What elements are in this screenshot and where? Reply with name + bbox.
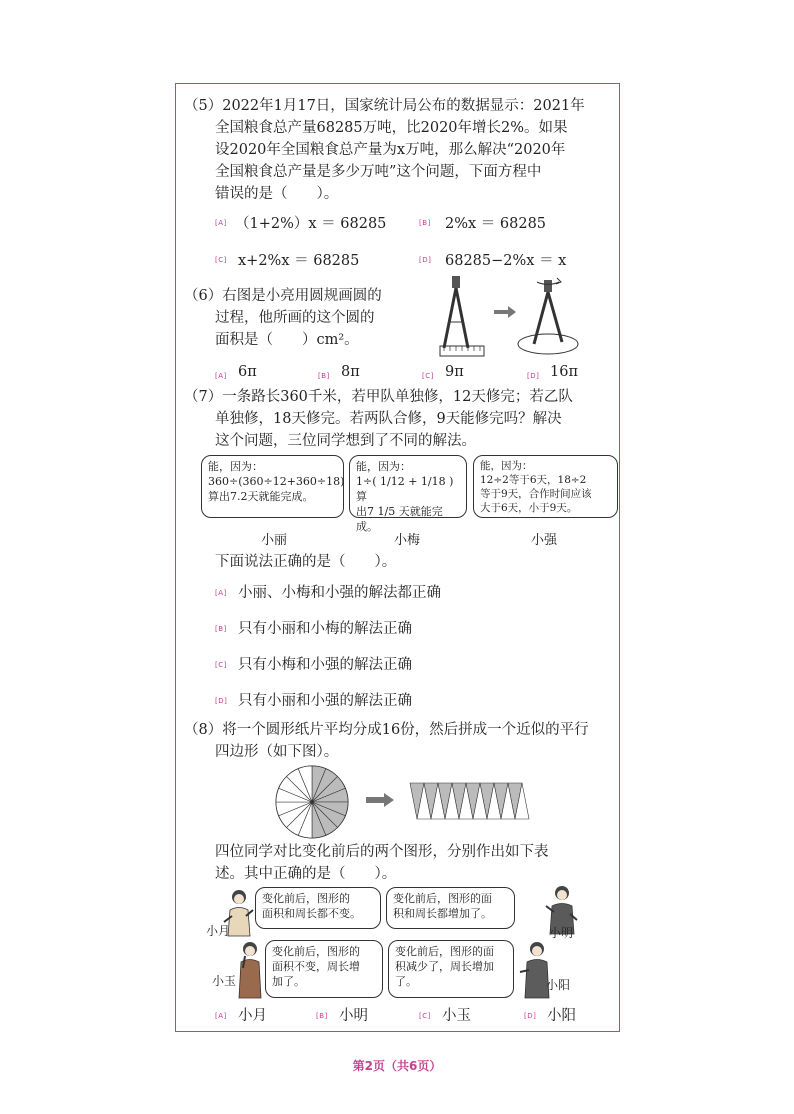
q8-bubble-xiaoyang — [388, 940, 514, 998]
compass-illustration — [438, 272, 608, 362]
bubble-line: 加了。 — [272, 975, 305, 988]
q7-option-d-tag: [D] — [215, 697, 228, 705]
q8-option-b[interactable]: 小明 — [339, 1008, 368, 1024]
q8-bubble-xiaoyue — [255, 887, 381, 929]
name-xiaoli: 小丽 — [261, 533, 288, 548]
bubble-line: 1÷( 1/12 + 1/18 )算 — [356, 475, 454, 503]
q5-option-b[interactable]: 2%x ＝ 68285 — [445, 216, 547, 232]
sectored-circle — [276, 766, 348, 838]
q7-line-2: 单独修，18天修完。若两队合修，9天能修完吗？解决 — [215, 411, 562, 427]
q5-line-3: 设2020年全国粮食总产量为x万吨，那么解决“2020年 — [215, 142, 566, 158]
bubble-line: 360÷(360÷12+360÷18) — [208, 475, 345, 488]
q6-option-d[interactable]: 16π — [550, 364, 578, 380]
q6-option-a-tag: [A] — [215, 372, 227, 380]
q7-bubble-xiaomei — [349, 455, 467, 533]
name-xiaomei: 小梅 — [394, 533, 421, 548]
q8-bubble-xiaoming — [386, 887, 515, 929]
bubble-line: 积和周长都增加了。 — [393, 907, 492, 920]
bubble-line: 能，因为： — [356, 460, 411, 473]
q6-line-2: 过程，他所画的这个圆的 — [215, 310, 375, 326]
person-xiaoyu-figure — [232, 940, 268, 998]
bubble-line: 大于6天，小于9天。 — [480, 502, 578, 514]
bubble-line: 变化前后，图形的 — [262, 892, 350, 905]
q8-line-2: 四边形（如下图）。 — [215, 744, 339, 760]
q5-option-b-tag: [B] — [419, 219, 431, 227]
name-xiaoyang: 小阳 — [546, 978, 571, 992]
q6-option-d-tag: [D] — [527, 372, 540, 380]
name-xiaoyue: 小月 — [206, 924, 231, 938]
bubble-line: 能，因为： — [208, 460, 263, 473]
q5-line-2: 全国粮食总产量68285万吨，比2020年增长2%。如果 — [215, 120, 568, 136]
q8-option-a-tag: [A] — [215, 1012, 227, 1020]
q7-line-1: （7）一条路长360千米，若甲队单独修，12天修完；若乙队 — [184, 389, 573, 405]
bubble-line: 面积和周长都不变。 — [262, 907, 361, 920]
q6-option-c[interactable]: 9π — [445, 364, 464, 380]
bubble-line: 了。 — [395, 975, 417, 988]
q8-line-1: （8）将一个圆形纸片平均分成16份，然后拼成一个近似的平行 — [184, 722, 589, 738]
q5-option-a-tag: [A] — [215, 219, 227, 227]
bubble-line: 变化前后，图形的 — [272, 945, 360, 958]
q7-line-3: 这个问题，三位同学想到了不同的解法。 — [215, 433, 476, 449]
bubble-line: 变化前后，图形的面 — [395, 945, 494, 958]
name-xiaoming: 小明 — [549, 926, 574, 940]
q7-option-b[interactable]: 只有小丽和小梅的解法正确 — [238, 621, 412, 637]
q6-line-1: （6）右图是小亮用圆规画圆的 — [184, 288, 382, 304]
q5-option-d[interactable]: 68285−2%x ＝ x — [445, 253, 567, 269]
bubble-line: 12÷2等于6天，18÷2 — [480, 474, 587, 486]
q7-option-b-tag: [B] — [215, 625, 227, 633]
q8-option-a[interactable]: 小月 — [238, 1008, 267, 1024]
q5-line-4: 全国粮食总产量是多少万吨”这个问题，下面方程中 — [215, 164, 542, 180]
bubble-line: 等于9天，合作时间应该 — [480, 488, 592, 500]
q6-option-b-tag: [B] — [318, 372, 330, 380]
q5-option-c-tag: [C] — [215, 256, 227, 264]
bubble-line: 算出7.2天就能完成。 — [208, 490, 314, 503]
q7-option-a-tag: [A] — [215, 589, 227, 597]
q7-bubble-xiaoqiang — [473, 455, 618, 518]
q6-option-b[interactable]: 8π — [341, 364, 360, 380]
name-xiaoyu: 小玉 — [212, 974, 237, 988]
q6-option-c-tag: [C] — [422, 372, 434, 380]
name-xiaoqiang: 小强 — [531, 533, 558, 548]
page-footer: 第2页（共6页） — [352, 1059, 442, 1073]
q8-option-b-tag: [B] — [316, 1012, 328, 1020]
bubble-line: 积减少了，周长增加 — [395, 960, 494, 973]
q5-option-a[interactable]: （1+2%）x ＝ 68285 — [235, 216, 387, 232]
q5-line-5: 错误的是（ ）。 — [215, 186, 339, 202]
bubble-line: 变化前后，图形的面 — [393, 892, 492, 905]
circle-to-parallelogram-figure — [270, 765, 540, 843]
bubble-line: 出7 1/5 天就能完成。 — [356, 505, 443, 533]
q8-line-4: 述。其中正确的是（ ）。 — [215, 866, 397, 882]
q5-line-1: （5）2022年1月17日，国家统计局公布的数据显示：2021年 — [184, 98, 585, 114]
q7-option-d[interactable]: 只有小丽和小强的解法正确 — [238, 693, 412, 709]
q6-line-3: 面积是（ ）cm²。 — [215, 332, 359, 348]
q7-bubble-xiaoli — [201, 455, 344, 518]
q7-option-c-tag: [C] — [215, 661, 227, 669]
bubble-line: 能，因为： — [480, 460, 533, 472]
q8-option-d-tag: [D] — [524, 1012, 537, 1020]
q8-option-c[interactable]: 小玉 — [442, 1008, 471, 1024]
q8-line-3: 四位同学对比变化前后的两个图形，分别作出如下表 — [215, 844, 549, 860]
q5-option-c[interactable]: x+2%x ＝ 68285 — [238, 253, 360, 269]
q8-option-c-tag: [C] — [419, 1012, 431, 1020]
q8-bubble-xiaoyu — [265, 940, 383, 998]
q5-option-d-tag: [D] — [419, 256, 432, 264]
q7-prompt: 下面说法正确的是（ ）。 — [215, 554, 397, 570]
q7-option-a[interactable]: 小丽、小梅和小强的解法都正确 — [238, 585, 441, 601]
q6-option-a[interactable]: 6π — [238, 364, 257, 380]
q7-option-c[interactable]: 只有小梅和小强的解法正确 — [238, 657, 412, 673]
sectored-parallelogram — [410, 783, 529, 819]
bubble-line: 面积不变，周长增 — [272, 960, 360, 973]
q8-option-d[interactable]: 小阳 — [547, 1008, 576, 1024]
